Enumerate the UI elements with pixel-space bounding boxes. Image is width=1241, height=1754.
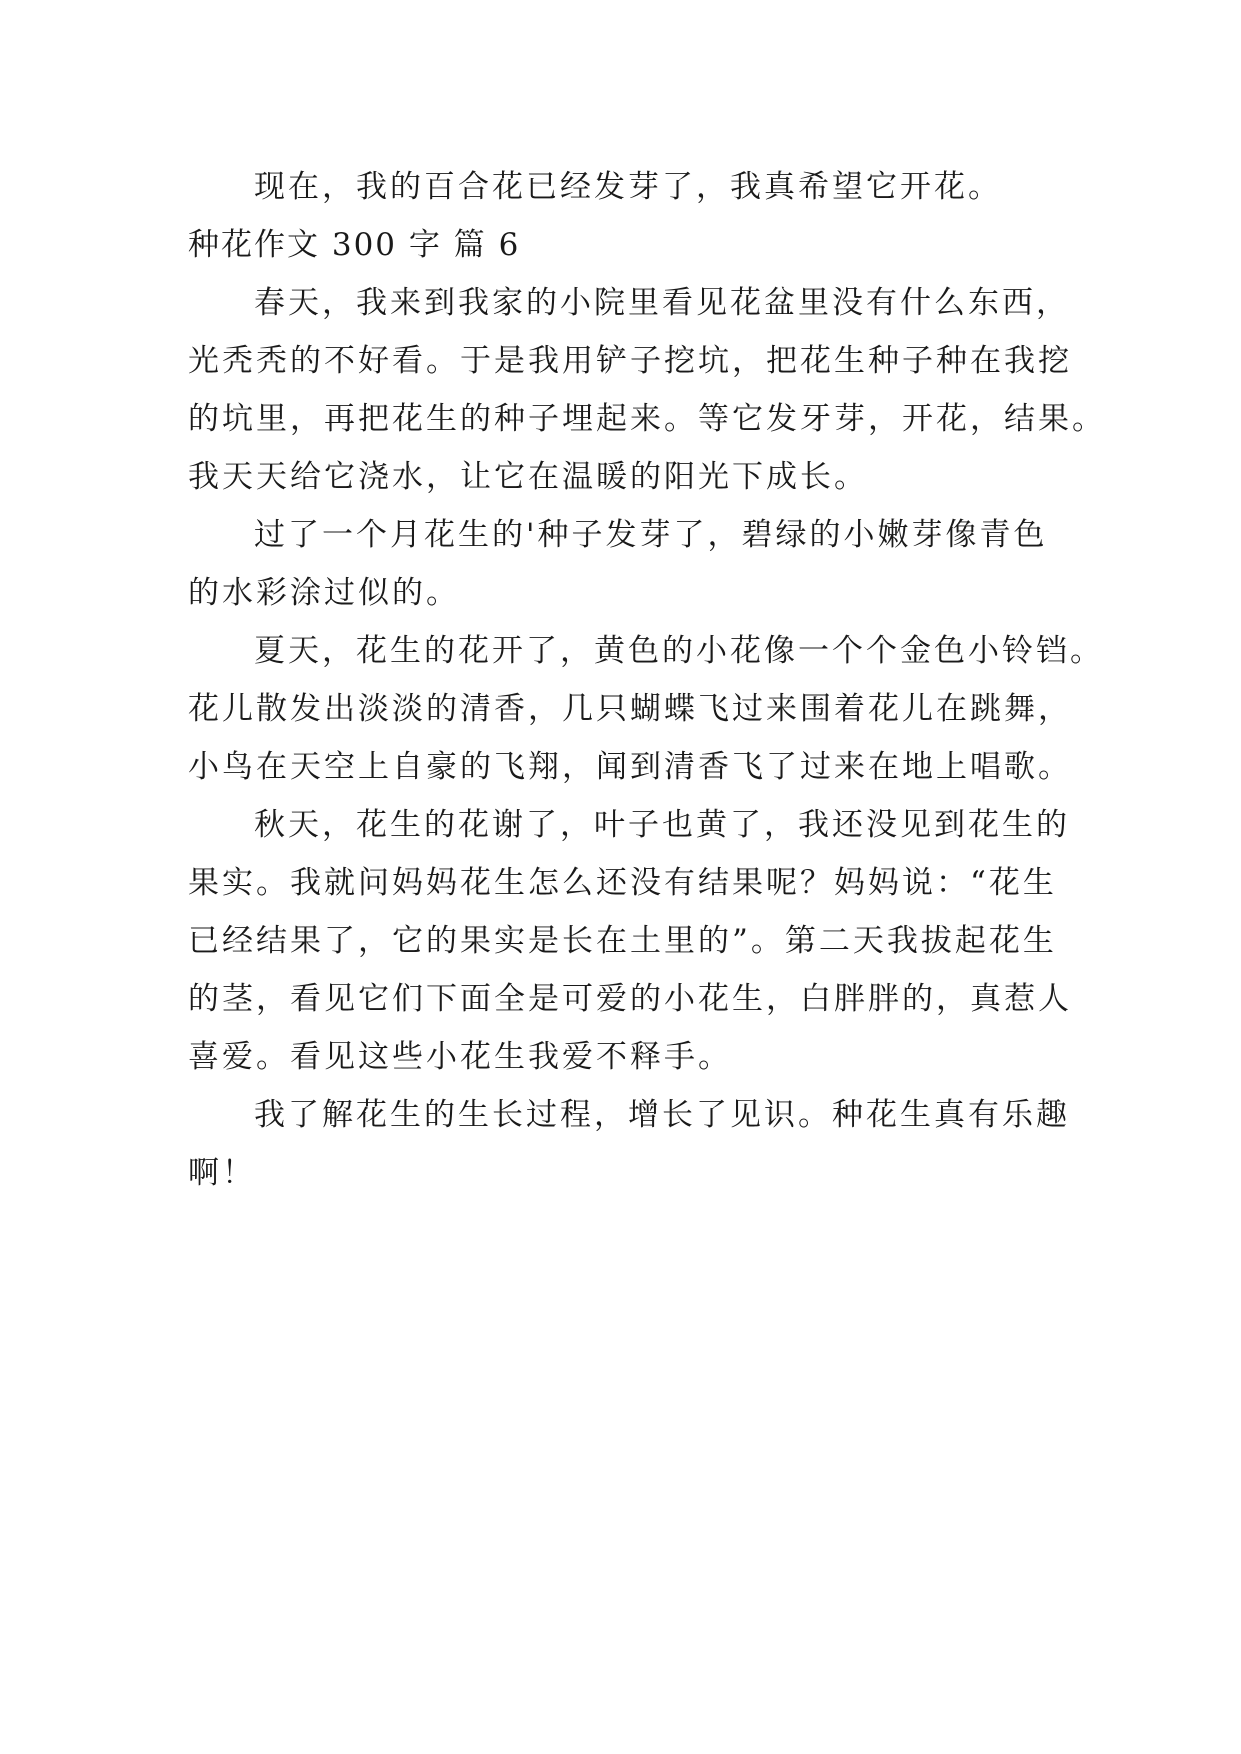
paragraph-line: 的茎，看见它们下面全是可爱的小花生，白胖胖的，真惹人: [188, 981, 1072, 1017]
paragraph-line: 啊！: [188, 1155, 256, 1191]
paragraph-line: 的坑里，再把花生的种子埋起来。等它发牙芽，开花，结果。: [188, 401, 1106, 437]
paragraph-line: 小鸟在天空上自豪的飞翔，闻到清香飞了过来在地上唱歌。: [188, 749, 1072, 785]
paragraph-line: 果实。我就问妈妈花生怎么还没有结果呢？妈妈说：“花生: [188, 865, 1057, 901]
paragraph-line: 花儿散发出淡淡的清香，几只蝴蝶飞过来围着花儿在跳舞，: [188, 691, 1072, 727]
paragraph-line: 我天天给它浇水，让它在温暖的阳光下成长。: [188, 459, 868, 495]
paragraph-line: 夏天，花生的花开了，黄色的小花像一个个金色小铃铛。: [254, 633, 1104, 669]
document-body: [188, 158, 1106, 1202]
paragraph-line: 现在，我的百合花已经发芽了，我真希望它开花。: [254, 169, 1002, 205]
paragraph-line: 秋天，花生的花谢了，叶子也黄了，我还没见到花生的: [254, 807, 1070, 843]
paragraph-line: 我了解花生的生长过程，增长了见识。种花生真有乐趣: [254, 1097, 1070, 1133]
section-heading: 种花作文 300 字 篇 6: [188, 227, 521, 263]
paragraph-line: 光秃秃的不好看。于是我用铲子挖坑，把花生种子种在我挖: [188, 343, 1072, 379]
paragraph-line: 春天，我来到我家的小院里看见花盆里没有什么东西，: [254, 285, 1070, 321]
paragraph-line: 过了一个月花生的'种子发芽了，碧绿的小嫩芽像青色: [254, 517, 1048, 553]
paragraph-line: 的水彩涂过似的。: [188, 575, 460, 611]
paragraph-line: 喜爱。看见这些小花生我爱不释手。: [188, 1039, 732, 1075]
paragraph-line: 已经结果了，它的果实是长在土里的”。第二天我拔起花生: [188, 923, 1057, 959]
